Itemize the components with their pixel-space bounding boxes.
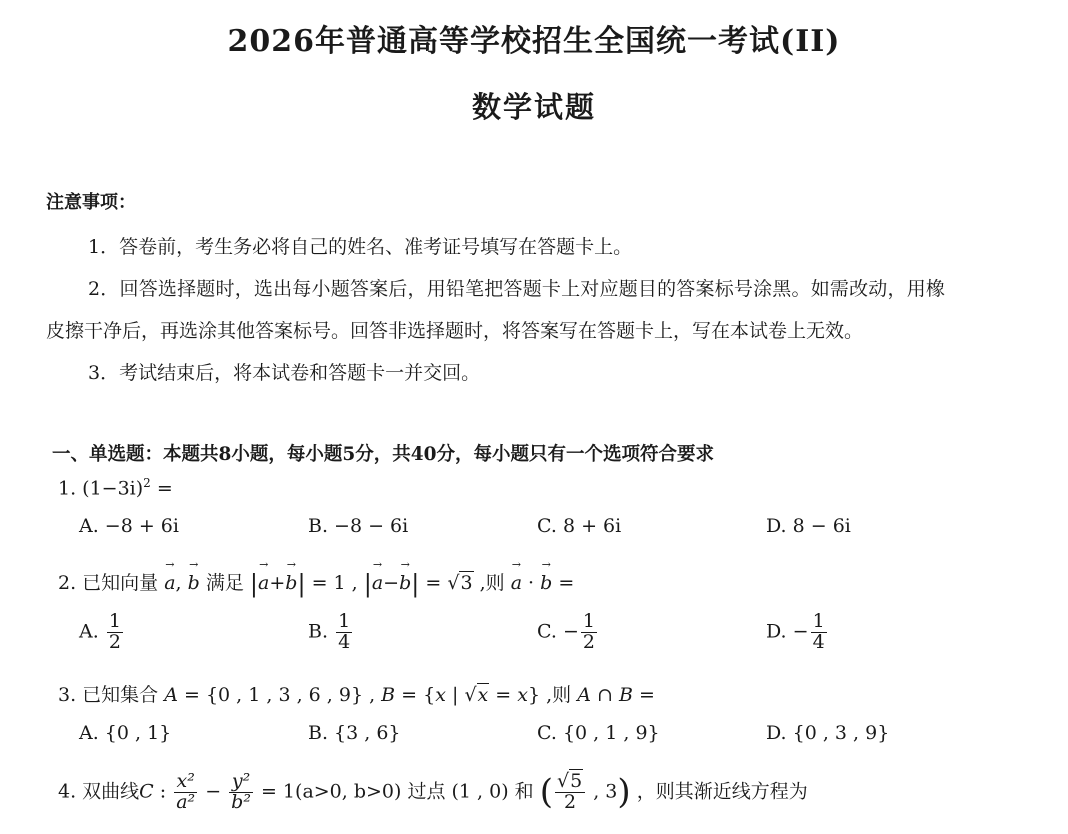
question-2-stem: 2. 已知向量 a →, b → 满足 |a →+b →| = 1 , |a →−b →| = √3 ,则 a → · b → = (58, 568, 574, 596)
question-4-stem: 4. 双曲线C : $\frac{\text{x²}}{\text{a²}}$ − $\frac{\text{y²}}{\text{b²}}$ = 1(a>0, b>0) 过点 (1 , 0) 和 ( $\frac{√5}{2}$ , 3) ，则其渐近线方程为 (58, 770, 808, 813)
notice-item-1: 1．答卷前，考生务必将自己的姓名、准考证号填写在答题卡上。 (88, 236, 633, 258)
question-3-option-b[interactable]: B. {3 , 6} (308, 722, 401, 744)
question-1-stem: 1. $(1-3i)^2$ = (58, 476, 173, 500)
section-heading: 一、单选题：本题共8小题，每小题5分，共40分，每小题只有一个选项符合要求 (52, 444, 714, 465)
notice-item-2: 2．回答选择题时，选出每小题答案后，用铅笔把答题卡上对应题目的答案标号涂黑。如需改动，用橡 (88, 278, 946, 300)
notice-heading: 注意事项： (46, 192, 136, 213)
question-2-option-a[interactable]: A. $\frac{1}{2}$ (79, 610, 121, 653)
notice-item-3: 3．考试结束后，将本试卷和答题卡一并交回。 (88, 362, 481, 384)
question-2-option-b[interactable]: B. $\frac{1}{4}$ (308, 610, 351, 653)
notice-item-2-cont: 皮擦干净后，再选涂其他答案标号。回答非选择题时，将答案写在答题卡上，写在本试卷上无效。 (46, 320, 864, 342)
exam-subtitle: 数学试题 (471, 90, 596, 124)
question-2-option-c[interactable]: C. − $\frac{1}{2}$ (537, 610, 595, 653)
question-3-option-d[interactable]: D. {0 , 3 , 9} (766, 722, 890, 744)
question-3-stem: 3. 已知集合 A = {0 , 1 , 3 , 6 , 9} , B = {x | √x = x} ,则 A ∩ B = (58, 684, 655, 706)
question-1-option-a[interactable]: A. −8 + 6i (79, 515, 179, 537)
exam-title: 2026年普通高等学校招生全国统一考试(II) (227, 24, 841, 59)
question-3-option-c[interactable]: C. {0 , 1 , 9} (537, 722, 660, 744)
question-2-option-d[interactable]: D. − $\frac{1}{4}$ (766, 610, 825, 653)
question-1-option-b[interactable]: B. −8 − 6i (308, 515, 409, 537)
question-1-option-d[interactable]: D. 8 − 6i (766, 515, 851, 537)
question-3-option-a[interactable]: A. {0 , 1} (79, 722, 172, 744)
question-1-option-c[interactable]: C. 8 + 6i (537, 515, 622, 537)
